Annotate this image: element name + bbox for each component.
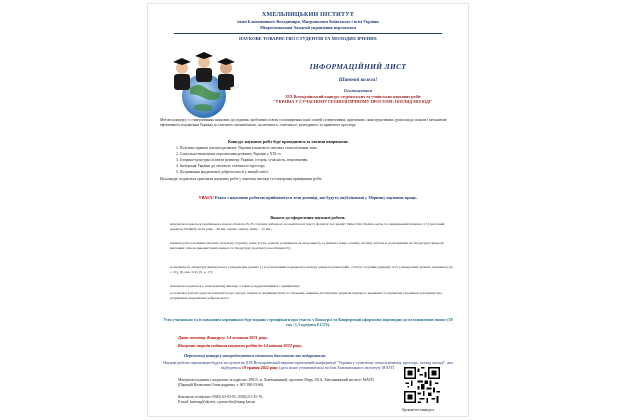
contest-theme: "УКРАЇНА У СУЧАСНОМУ ГЕОПОЛІТИЧНОМУ ПРОСТОРІ: ПОГЛЯД МОЛОДІ": [273, 99, 433, 104]
requirement-item: ▪ наукова робота повинна містити: титульну сторінку; план; вступ, в якому розкривається актуальність та новизна теми; основну частину роботи із посиланнями на літературні джерела; висновки; список використаних джерел та літератури; додатки (за необхідності);: [170, 241, 454, 250]
direction-item: 4. Інтеграція України до світового освітнього простору.: [176, 164, 266, 168]
direction-item: 2. Соціально-економічні перспективи розвитку України у XXI ст.: [176, 152, 282, 156]
requirements-heading: Вимоги до оформлення наукової роботи:: [270, 215, 346, 220]
warning-text: Разом з науковою роботою приймаються тези доповіді, які будуть опубліковані у Збірнику наукових праць.: [213, 195, 418, 200]
submission-deadline: Кінцевий термін подання наукових робіт до 14 квітня 2022 року.: [178, 343, 303, 348]
certificate-note: Усім учасникам та їх науковим керівникам буде видано сертифікати про участь у Конкурсі та Конференції оформлені відповідно до встановлених вимог (39 год / 1,3 кредита ECTS).: [163, 317, 453, 328]
directions-note: На конкурс подаються оригінали наукових робіт у зшитому вигляді та електронні примірники робіт.: [160, 177, 323, 181]
conference-tail: (дата може уточнюватись) на базі Хмельницького інституту МАУП.: [278, 365, 395, 370]
conference-text: Наукові роботи переможців будуть заслухані на XIX Всеукраїнській науково-практичній конференції "Україна у сучасному геополітичному просторі: погляд молоді", яка відбудеться: [163, 360, 453, 370]
direction-item: 5. Дотримання академічної доброчесності у вищій освіті.: [176, 170, 269, 174]
directions-heading: Конкурс наукових робіт буде проводитися за такими напрямами:: [228, 139, 349, 144]
requirement-item: ▪ матеріали подаються у електронному вигляді, а також роздрукованими в 1 примірнику;: [170, 284, 454, 289]
direction-item: 3. Історико-культурні аспекти розвитку України: історія, сучасність, перспективи.: [176, 158, 309, 162]
warning-lead: УВАГА!: [198, 195, 214, 200]
organizer-label: Оргкомітет конкурсу: [401, 408, 435, 412]
purpose-paragraph: Метою конкурсу є стимулювання наукових досліджень здобувачів освіти та поширення їхніх смітей суперечливих, критичних і конструктивних думок щодо шляхів і механізмів ефективного входження України до світового економічного, політичного, освітнього, культурного та правового простору.: [160, 118, 447, 128]
contact-email[interactable]: E-mail: hmesnp@ukr.net, v.paraschiv@maup.km.ua: [178, 400, 256, 404]
contest-name: XIX Всеукраїнський конкурс студентських та учнівських наукових робіт: [285, 94, 421, 99]
contest-start-date: Дата початку Конкурсу: 14 жовтня 2021 року.: [178, 335, 268, 340]
contact-phones: Контактні телефони: (0382) 63-03-05, (0382) 61-25-19,: [178, 395, 263, 399]
direction-item: 1. Політико-правові аспекти розвитку України в контексті світових геополітичних змін.: [176, 146, 318, 150]
announcement: Оголошується: [343, 88, 373, 93]
warning-notice: [160, 195, 456, 200]
institute-name: ХМЕЛЬНИЦЬКИЙ ІНСТИТУТ: [261, 12, 355, 18]
greeting: Шановні колеги!: [338, 77, 378, 83]
prize-note: Переможці конкурсу нагороджуються іменними дипломами та подарунками.: [184, 353, 327, 358]
contact-address: Матеріали подавати і надсилати за адресою: 29015, м. Хмельницький, проспект Миру 101А, Хмельницький інститут МАУП (Паращій Валентина Олександрівна, т. 067-588-53-66).: [178, 378, 374, 387]
requirement-item: ▪ посилання на літературу виконуються у квадратних дужках [ ] із позначенням порядкового номеру джерела (монографії, статті) і сторінки (аркуша) та їх у квадратних дужках, наприклад: [4, с. 21], [6, арк. 112], [9, р. 17];: [170, 265, 454, 274]
graduates-globe-image: [160, 46, 252, 120]
qr-code-icon[interactable]: [404, 367, 440, 403]
document-title: ІНФОРМАЦІЙНИЙ ЛИСТ: [309, 62, 407, 71]
society-name: НАУКОВЕ ТОВАРИСТВО СТУДЕНТІВ ТА МОЛОДИХ ВЧЕНИХ: [239, 36, 377, 41]
academy-name: Міжрегіональної Академії управління персоналом: [259, 25, 357, 30]
conference-date: 19 травня 2022 року: [241, 365, 279, 370]
requirement-item: ▪ до наукової роботи додається відомість про автора, наукового керівника (ім'я, по батькові), наявною інституцією рецензія наукового керівника та підписана учасником декларація про дотримання академічної доброчесності.: [170, 291, 454, 300]
requirement-item: ▪ матеріали подаються українською мовою обсягом 25-35 сторінок набраного на комп'ютері тексту формату А4; шрифт Times New Roman, кегль 14, міжрядковий інтервал 1,5 (текстовий редактор WORD); поля зліва – 30 мм, справа, зверху, знизу – 15 мм.;: [170, 222, 454, 231]
info-letter-page: [148, 4, 468, 416]
header-divider: [174, 33, 442, 34]
institute-full-name: імені Блаженнішого Володимира, Митрополита Київського і всієї України: [237, 19, 379, 24]
